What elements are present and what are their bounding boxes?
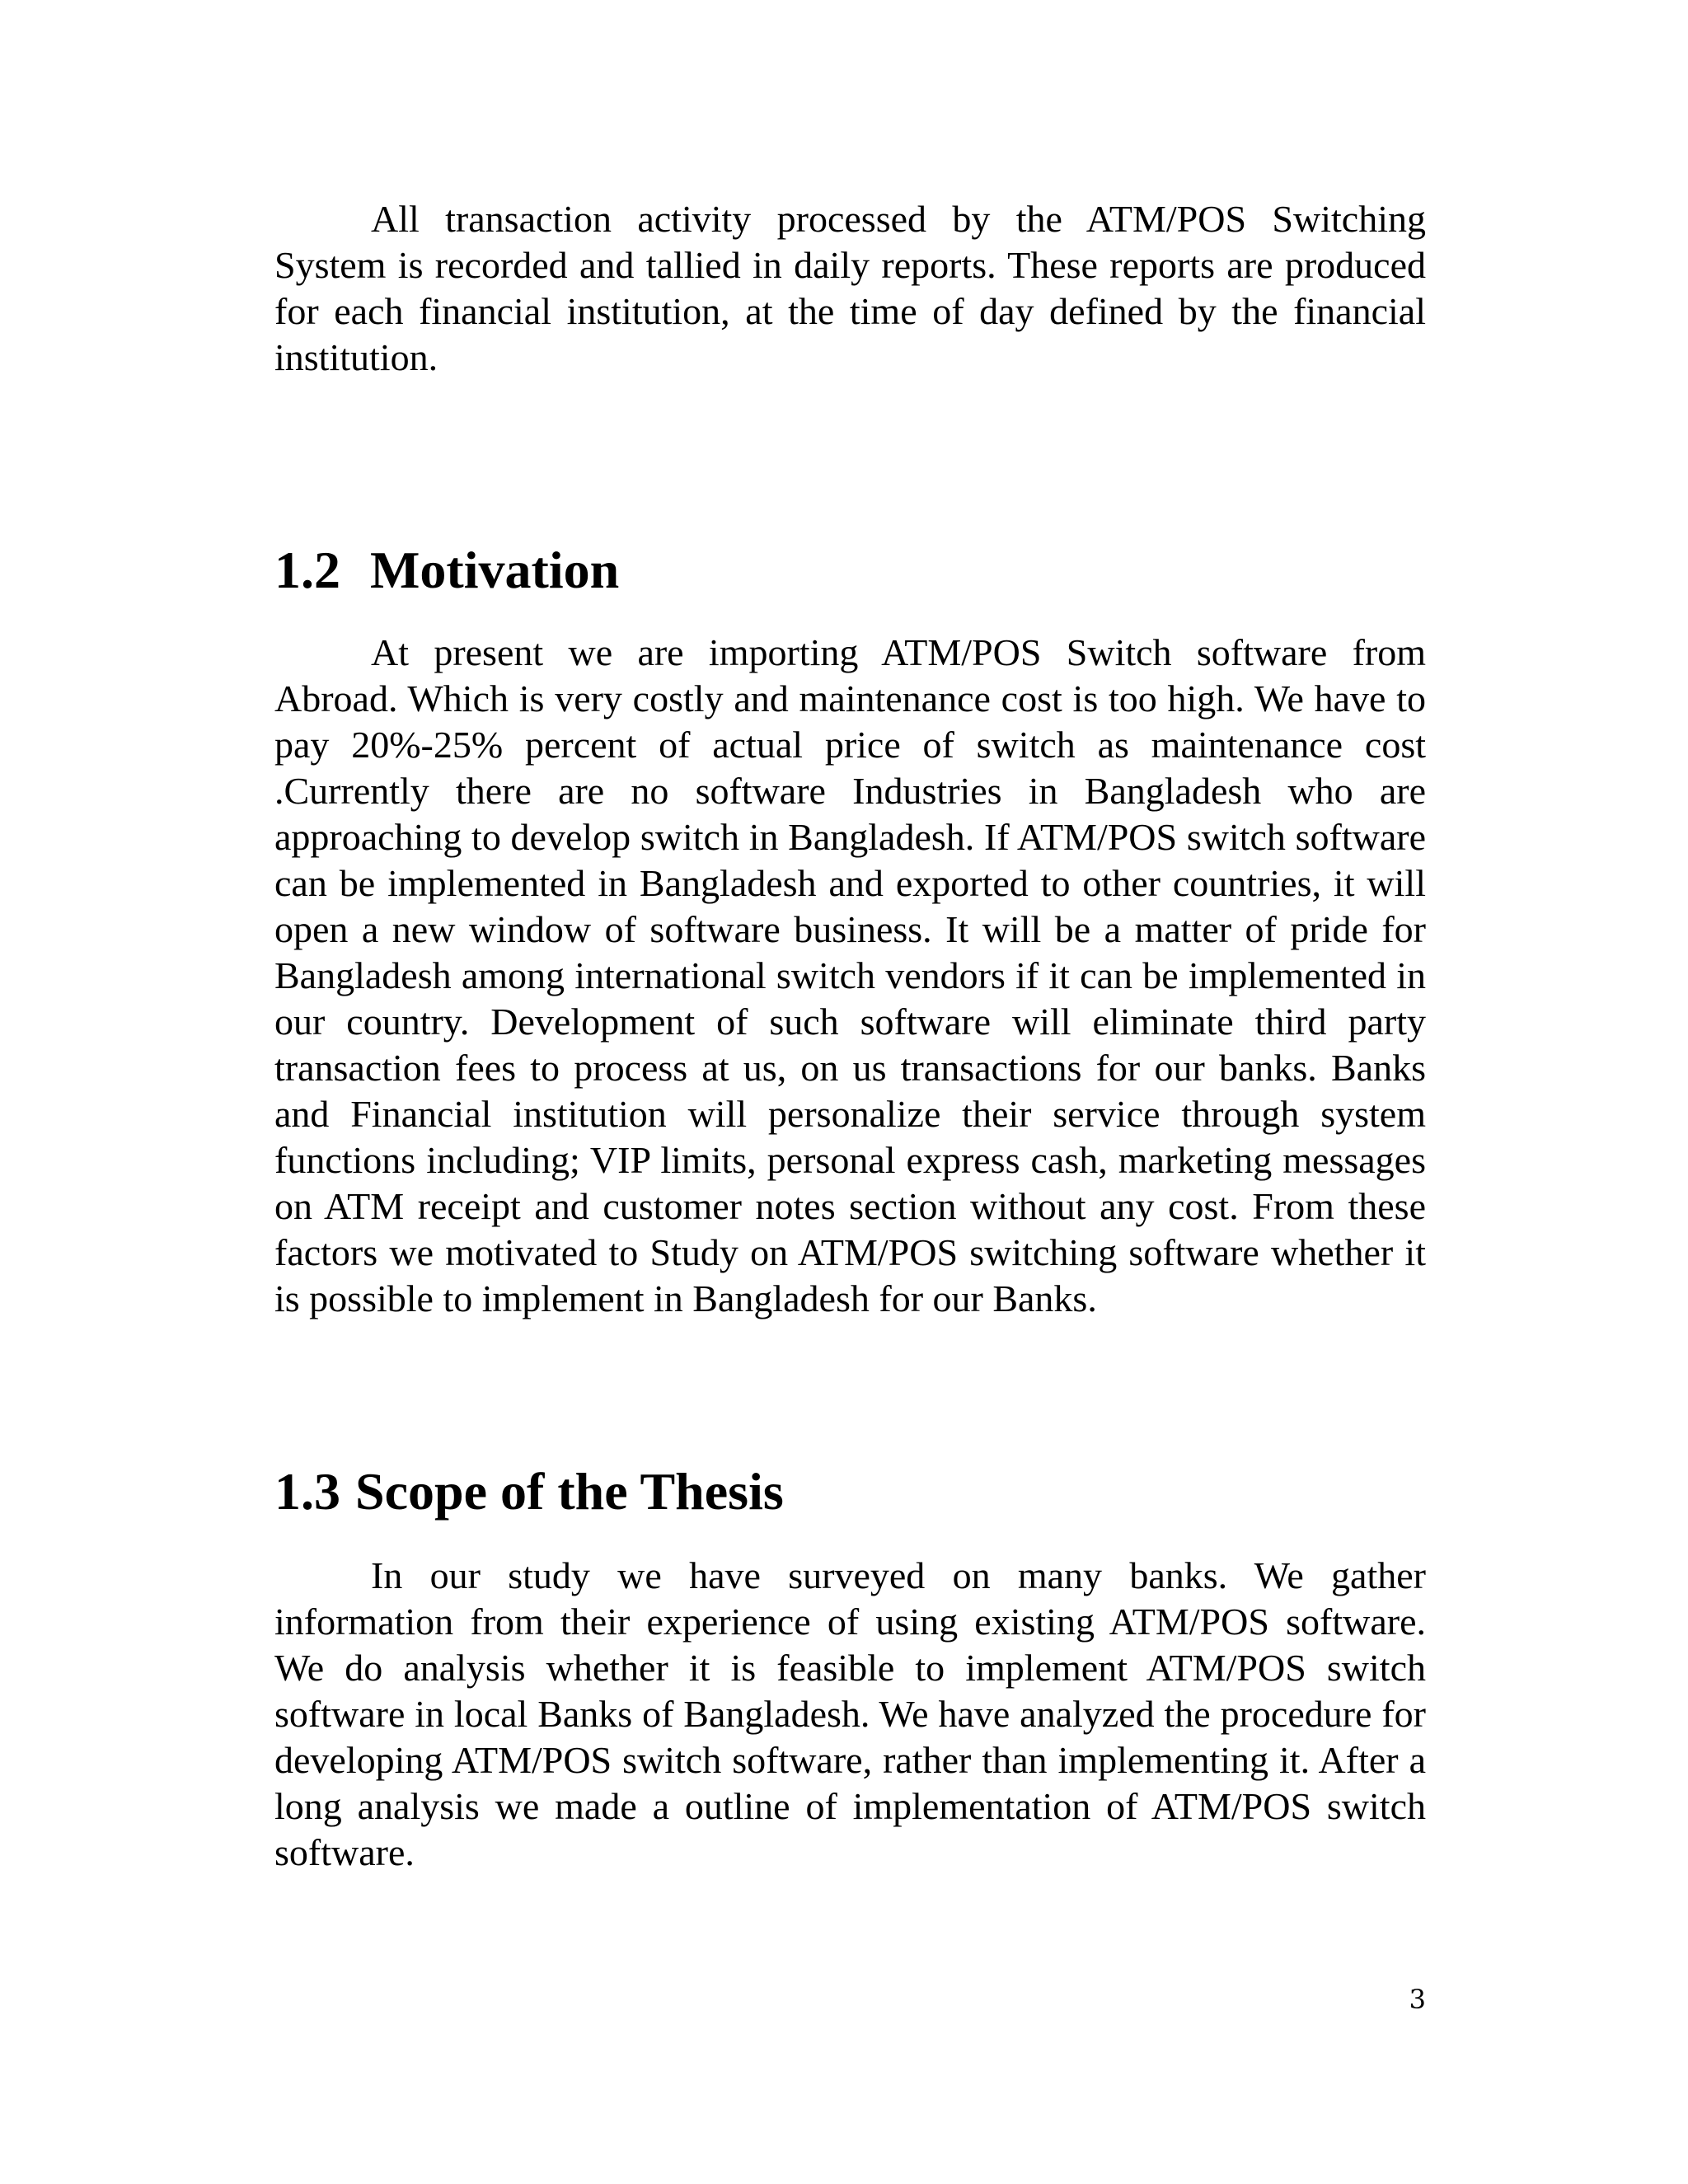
section-number: 1.3: [274, 1462, 340, 1521]
section-title: Scope of the Thesis: [355, 1462, 784, 1521]
page-number: 3: [1409, 1984, 1426, 2015]
section-heading-scope: [274, 1462, 784, 1521]
section-number: 1.2: [274, 541, 340, 599]
section-title: Motivation: [370, 541, 620, 599]
motivation-paragraph: At present we are importing ATM/POS Switch software from Abroad. Which is very costly and maintenance cost is too high. We have to pay 20%-25% percent of actual price of switch as maintenance cost .Currently there are no software Industries in Bangladesh who are approaching to develop switch in Bangladesh. If ATM/POS switch software can be implemented in Bangladesh and exported to other countries, it will open a new window of software business. It will be a matter of pride for Bangladesh among international switch vendors if it can be implemented in our country. Development of such software will eliminate third party transaction fees to process at us, on us transactions for our banks. Banks and Financial institution will personalize their service through system functions including; VIP limits, personal express cash, marketing messages on ATM receipt and customer notes section without any cost. From these factors we motivated to Study on ATM/POS switching software whether it is possible to implement in Bangladesh for our Banks.: [274, 631, 1426, 1319]
scope-paragraph: In our study we have surveyed on many banks. We gather information from their experience of using existing ATM/POS software. We do analysis whether it is feasible to implement ATM/POS switch software in local Banks of Bangladesh. We have analyzed the procedure for developing ATM/POS switch software, rather than implementing it. After a long analysis we made a outline of implementation of ATM/POS switch software.: [274, 1554, 1426, 1873]
intro-paragraph: All transaction activity processed by the ATM/POS Switching System is recorded and tallied in daily reports. These reports are produced for each financial institution, at the time of day defined by the financial institution.: [274, 198, 1426, 378]
section-heading-motivation: [274, 541, 619, 600]
